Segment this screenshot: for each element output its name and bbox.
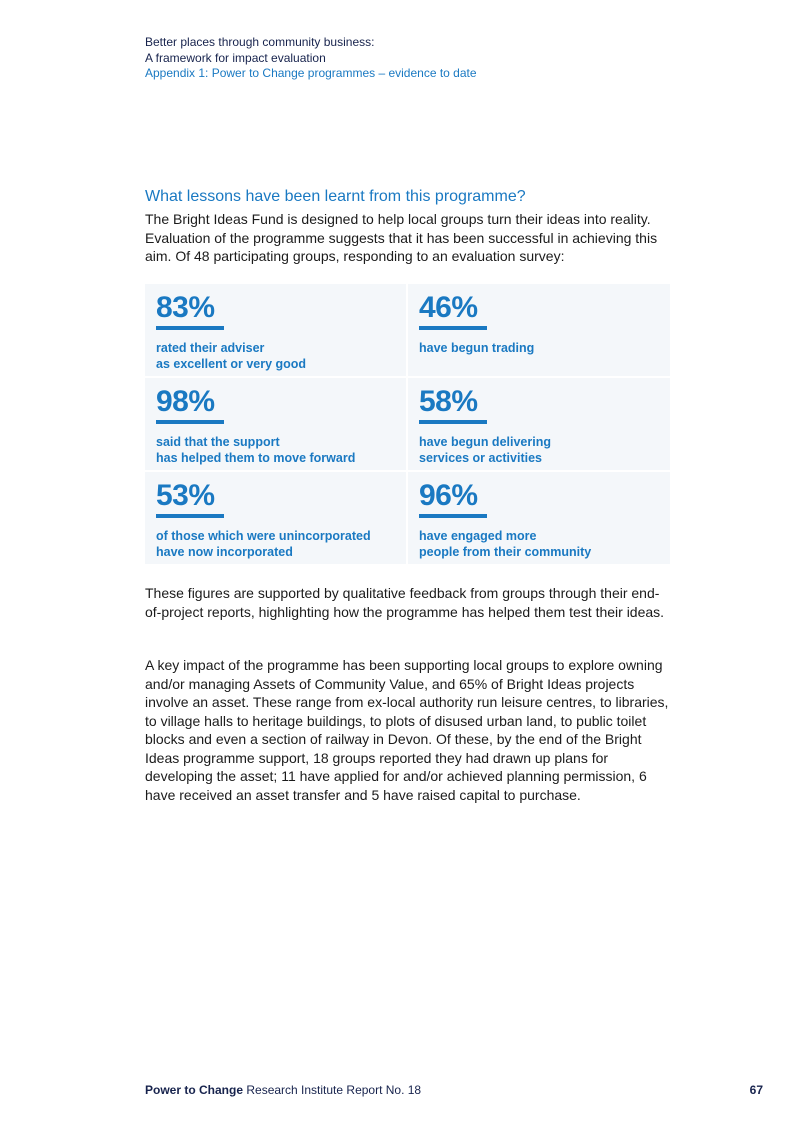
header-title-line2: A framework for impact evaluation [145,50,326,65]
header-appendix-line: Appendix 1: Power to Change programmes – evidence to date [145,66,477,80]
stat-underline [156,420,224,424]
stat-description: said that the support has helped them to move forward [156,435,356,465]
stat-description: have engaged more people from their community [419,529,592,559]
stat-underline [419,420,487,424]
stat-value: 83% [156,291,215,324]
stat-value: 98% [156,385,215,418]
stat-value: 53% [156,479,215,512]
stat-underline [419,514,487,518]
page-number: 67 [749,1083,763,1097]
stat-description: rated their adviser as excellent or very good [156,341,307,371]
stat-card [408,284,670,376]
stat-description: have begun trading [419,341,535,355]
stat-description: of those which were unincorporated have now incorporated [156,529,371,559]
stat-underline [419,326,487,330]
footer-report-title: Research Institute Report No. 18 [243,1083,422,1097]
body-paragraph: These figures are supported by qualitative feedback from groups through their end-of-project reports, highlighting how the programme has helped them test their ideas. [145,585,665,620]
stat-card [145,472,406,564]
stat-underline [156,514,224,518]
header-title-line1: Better places through community business: [145,35,375,49]
stat-card [408,378,670,470]
stat-card [145,284,406,376]
footer [145,1083,421,1097]
intro-paragraph: The Bright Ideas Fund is designed to help local groups turn their ideas into reality. Evaluation of the programme suggests that it has been successful in achieving this aim. Of 48 participating groups, responding to an evaluation survey: [145,211,658,264]
stat-value: 96% [419,479,478,512]
stat-card [145,378,406,470]
stat-description: have begun delivering services or activities [419,435,551,465]
stat-card [408,472,670,564]
footer-brand: Power to Change [145,1083,244,1097]
stats-grid [145,284,670,566]
stat-underline [156,326,224,330]
stat-value: 58% [419,385,478,418]
stat-value: 46% [419,291,478,324]
section-title: What lessons have been learnt from this programme? [145,188,526,205]
running-header [145,35,477,82]
body-paragraph: A key impact of the programme has been supporting local groups to explore owning and/or managing Assets of Community Value, and 65% of Bright Ideas projects involve an asset. These range from ex-local authority run leisure centres, to libraries, to village halls to heritage buildings, to plots of disused urban land, to public toilet blocks and even a section of railway in Devon. Of these, by the end of the Bright Ideas programme support, 18 groups reported they had drawn up plans for developing the asset; 11 have applied for and/or achieved planning permission, 6 have received an asset transfer and 5 have raised capital to purchase. [145,657,669,803]
